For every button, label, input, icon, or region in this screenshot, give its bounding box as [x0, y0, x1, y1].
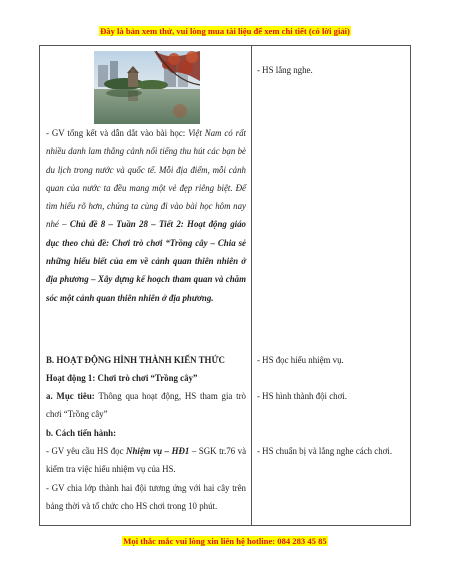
preview-banner: Đây là bản xem thử, vui lòng mua tài liệu để xem chi tiết (có lời giải) — [100, 26, 350, 36]
lesson-table — [39, 45, 411, 526]
student-action-4: - HS chuẩn bị và lắng nghe cách chơi. — [257, 446, 393, 456]
student-action-2: - HS đọc hiểu nhiệm vụ. — [257, 355, 344, 365]
section-heading: B. HOẠT ĐỘNG HÌNH THÀNH KIẾN THỨC — [46, 355, 225, 365]
student-action-1: - HS lắng nghe. — [257, 65, 313, 75]
column-divider — [251, 46, 252, 525]
hotline-banner: Mọi thắc mắc vui lòng xin liên hệ hotline: 084 283 45 85 — [123, 536, 327, 546]
step-1: - GV yêu cầu HS đọc Nhiệm vụ – HĐ1 – SGK tr.76 và kiểm tra việc hiểu nhiệm vụ của HS. — [46, 446, 247, 475]
goal-paragraph: a. Mục tiêu: Thông qua hoạt động, HS tham gia trò chơi “Trồng cây” — [46, 391, 246, 420]
step-2: - GV chia lớp thành hai đội tương ứng với hai cây trên bảng thời và tổ chức cho HS chơi trong 10 phút. — [46, 483, 246, 512]
activity-heading: Hoạt động 1: Chơi trò chơi “Trồng cây” — [46, 373, 198, 383]
student-action-3: - HS hình thành đội chơi. — [257, 391, 347, 401]
lake-landscape-image — [94, 51, 200, 124]
intro-paragraph: - GV tổng kết và dẫn dắt vào bài học: Việt Nam có rất nhiều danh lam thắng cảnh nổi tiếng thu hút các bạn bè du lịch trong nước và quốc tế. Mỗi địa điểm, mỗi cảnh quan của nước ta đều mang một vẻ đẹp riêng biệt. Để tìm hiểu rõ hơn, chúng ta cùng đi vào bài học hôm nay nhé – Chủ đề 8 – Tuần 28 – Tiết 2: Hoạt động giáo dục theo chủ đề: Chơi trò chơi “Trồng cây – Chia sẻ những hiểu biết của em về cảnh quan thiên nhiên ở địa phương – Xây dựng kế hoạch tham quan và chăm sóc một cảnh quan thiên nhiên ở địa phương. — [46, 128, 246, 303]
process-heading: b. Cách tiến hành: — [46, 428, 117, 438]
